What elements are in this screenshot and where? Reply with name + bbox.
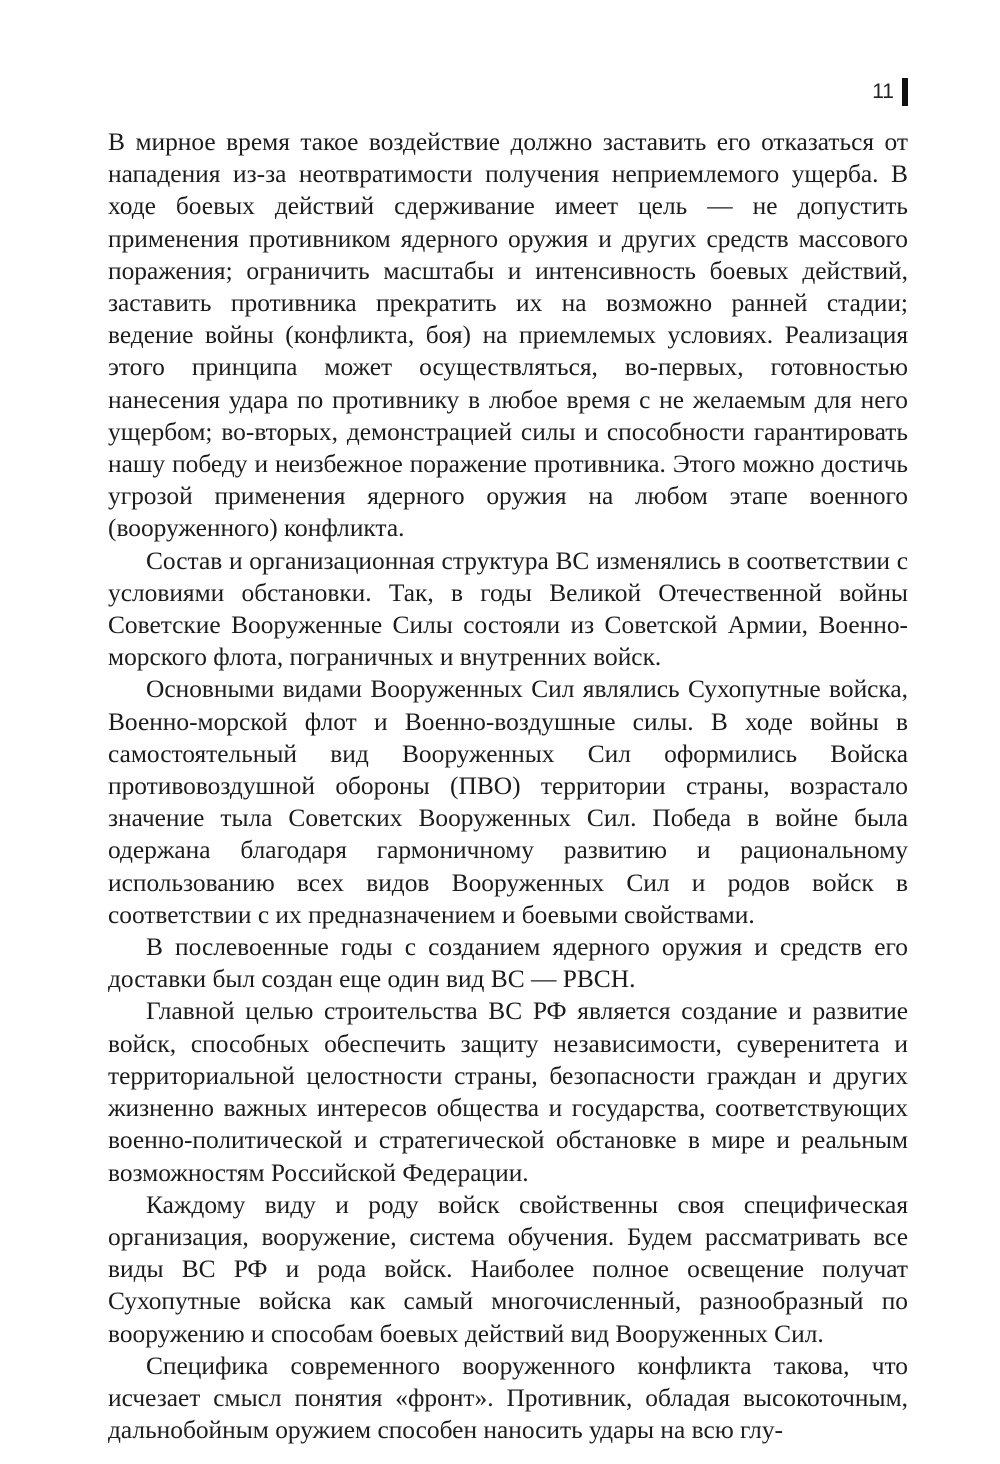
page-number: 11 bbox=[872, 80, 894, 103]
body-text bbox=[108, 126, 908, 1446]
paragraph-1: В мирное время такое воздействие должно заставить его отказаться от нападения из-за неотвратимости получения неприемлемого ущерба. В ходе боевых действий сдерживание имеет цель — не допустить применения противником ядерного оружия и других средств массового поражения; ограничить масштабы и интенсивность боевых действий, заставить противника прекратить их на возможно ранней стадии; ведение войны (конфликта, боя) на приемлемых условиях. Реализация этого принципа может осуществляться, во-первых, готовностью нанесения удара по противнику в любое время с не желаемым для него ущербом; во-вторых, демонстрацией силы и способности гарантировать нашу победу и неизбежное поражение противника. Этого можно достичь угрозой применения ядерного оружия на любом этапе военного (вооруженного) конфликта. bbox=[108, 128, 908, 543]
paragraph-7: Специфика современного вооруженного конфликта такова, что исчезает смысл понятия «фронт». Противник, обладая высокоточным, дальнобойным оружием способен наносить удары на всю глу- bbox=[108, 1351, 908, 1445]
paragraph-3: Основными видами Вооруженных Сил являлись Сухопутные войска, Военно-морской флот и Военно-воздушные силы. В ходе войны в самостоятельный вид Вооруженных Сил оформились Войска противовоздушной обороны (ПВО) территории страны, возрастало значение тыла Советских Вооруженных Сил. Победа в войне была одержана благодаря гармоничному развитию и рациональному использованию всех видов Вооруженных Сил и родов войск в соответствии с их предназначением и боевыми свойствами. bbox=[108, 675, 908, 929]
paragraph-5: Главной целью строительства ВС РФ является создание и развитие войск, способных обеспечить защиту независимости, суверенитета и территориальной целостности страны, безопасности граждан и других жизненно важных интересов общества и государства, соответствующих военно-политической и стратегической обстановке в мире и реальным возможностям Российской Федерации. bbox=[108, 997, 908, 1187]
page-number-marker bbox=[872, 78, 908, 106]
page-number-bar bbox=[902, 78, 908, 106]
paragraph-2: Состав и организационная структура ВС изменялись в соответствии с условиями обстановки. Так, в годы Великой Отечественной войны Советские Вооруженные Силы состояли из Советской Армии, Военно-морского флота, пограничных и внутренних войск. bbox=[108, 546, 908, 672]
paragraph-4: В послевоенные годы с созданием ядерного оружия и средств его доставки был создан еще один вид ВС — РВСН. bbox=[108, 933, 908, 994]
paragraph-6: Каждому виду и роду войск свойственны своя специфическая организация, вооружение, система обучения. Будем рассматривать все виды ВС РФ и рода войск. Наиболее полное освещение получат Сухопутные войска как самый многочисленный, разнообразный по вооружению и способам боевых действий вид Вооруженных Сил. bbox=[108, 1190, 908, 1348]
